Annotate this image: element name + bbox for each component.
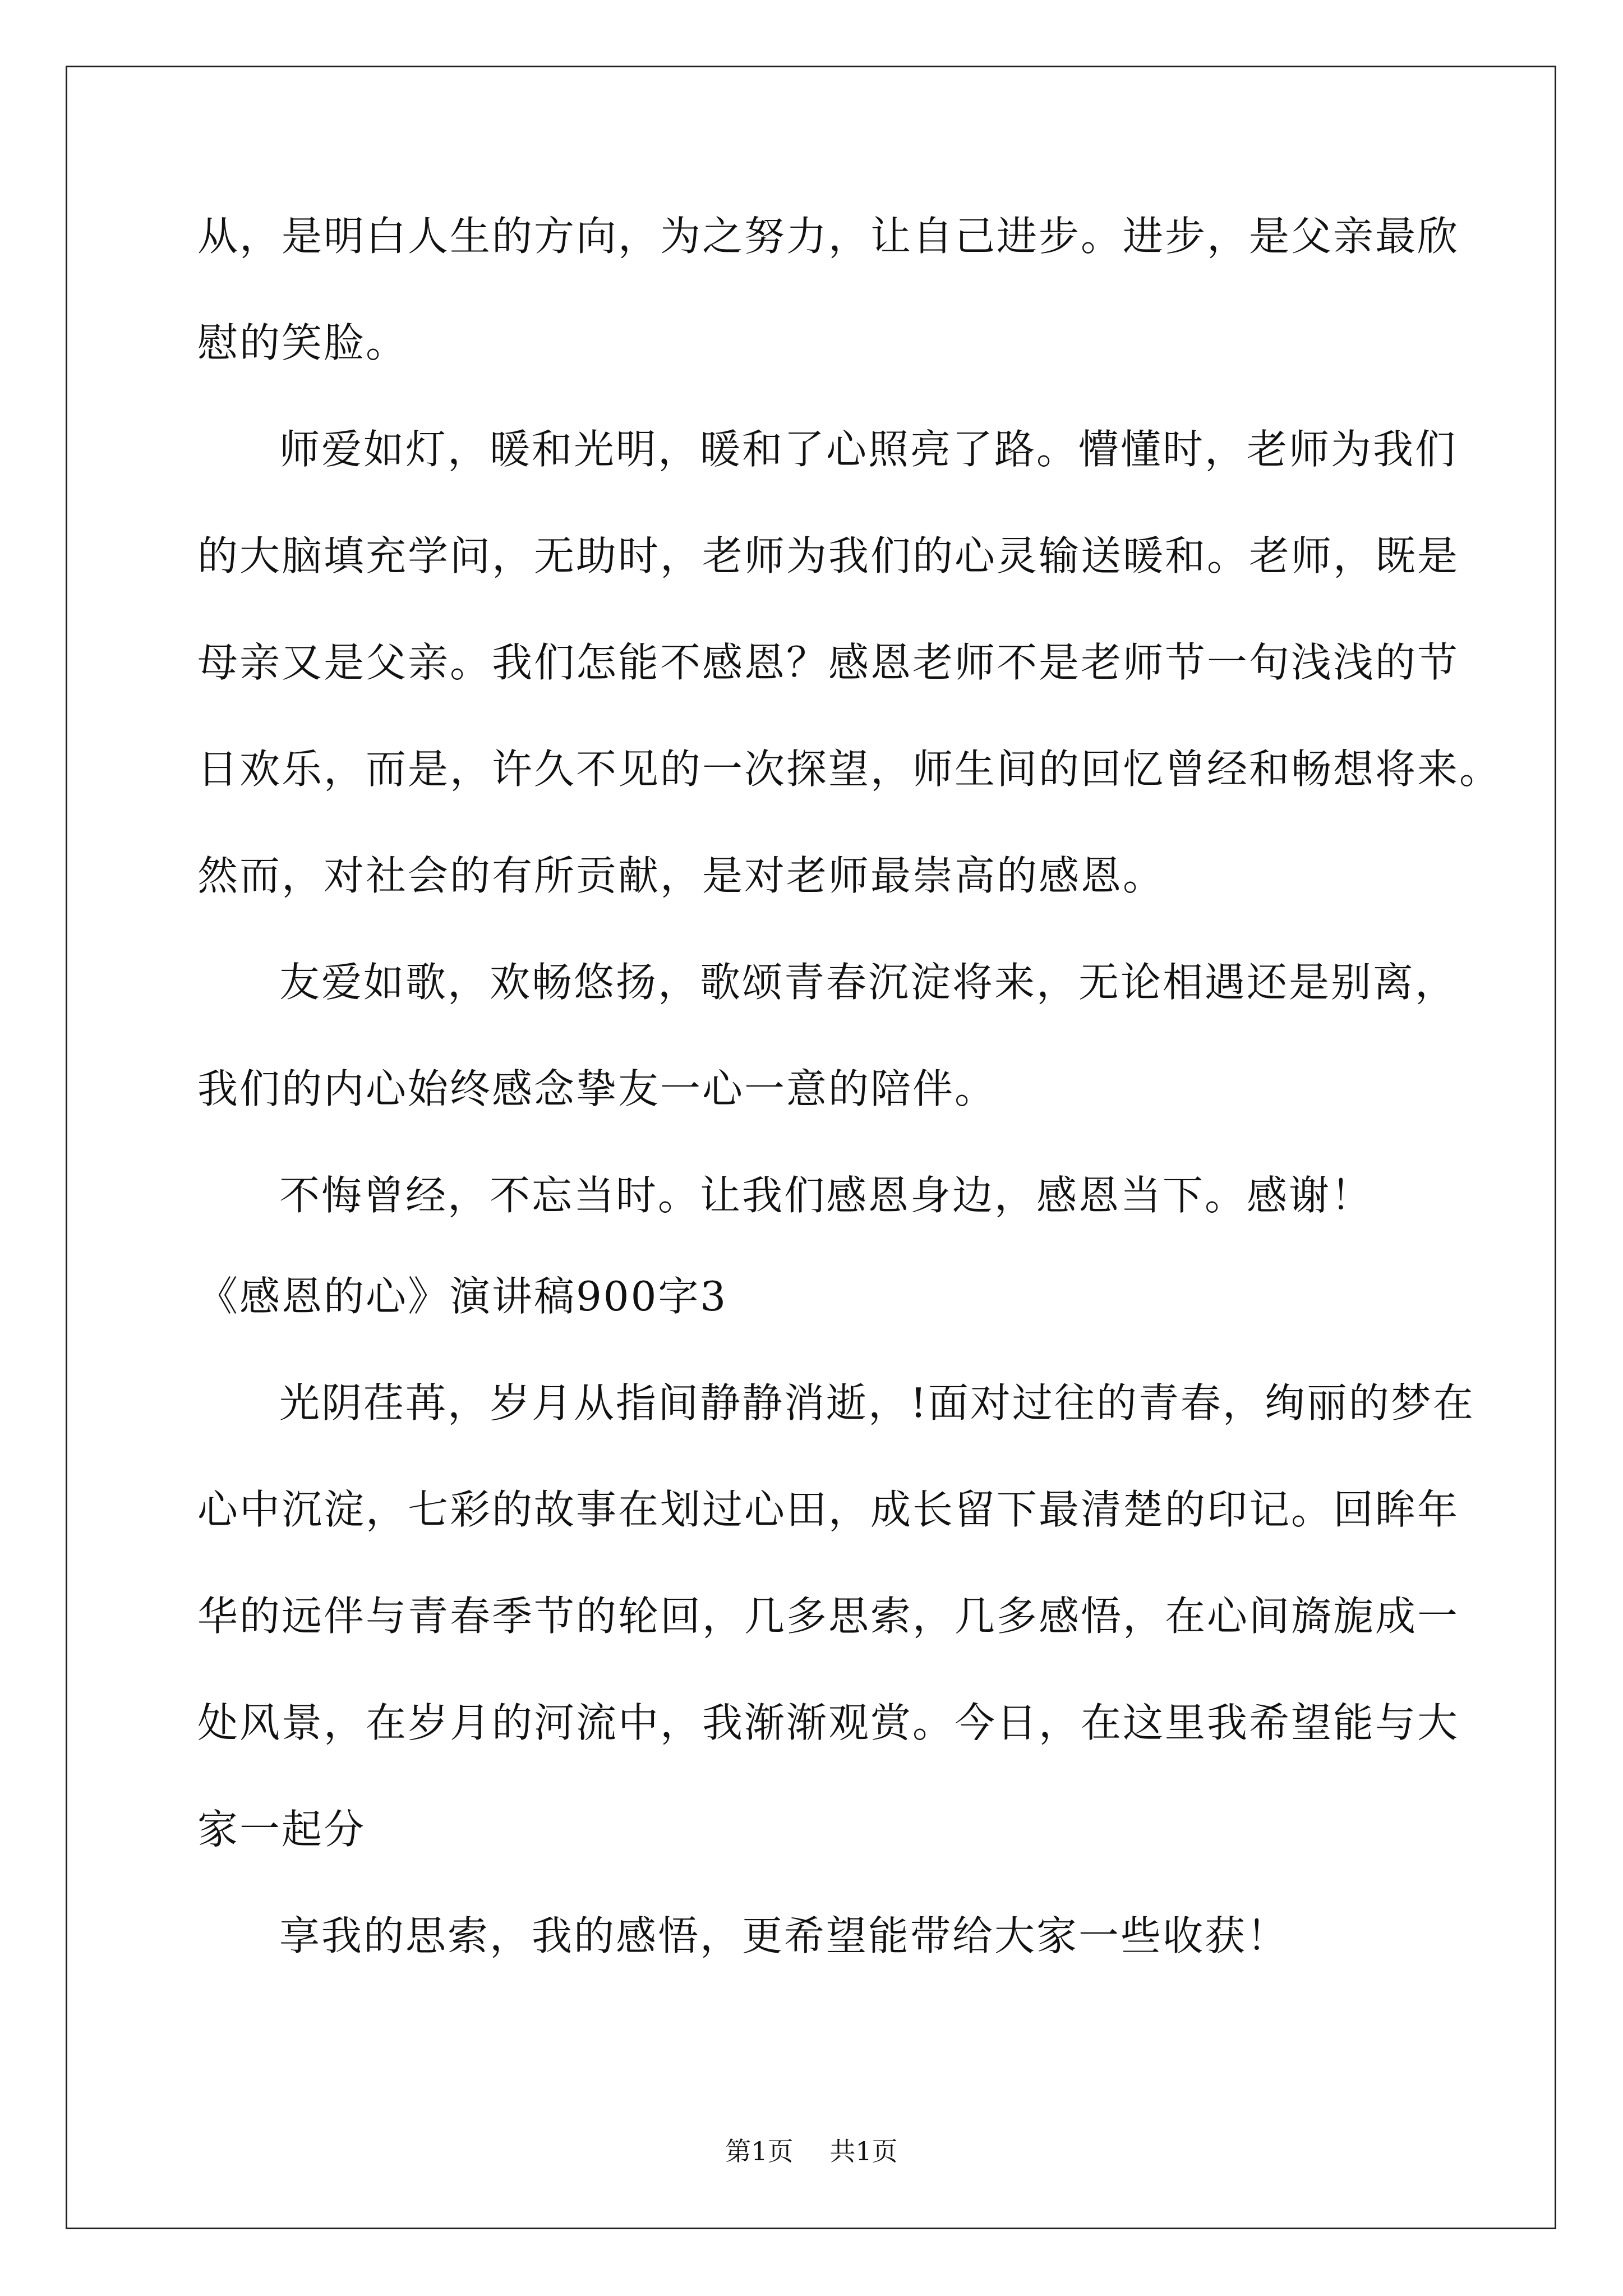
page-number: 第1页 [725,2136,794,2166]
text-line: 我们的内心始终感念挚友一心一意的陪伴。 [197,1065,997,1112]
text-line: 师爱如灯，暖和光明，暖和了心照亮了路。懵懂时，老师为我们 [279,426,1458,473]
text-line: 的大脑填充学问，无助时，老师为我们的心灵输送暖和。老师，既是 [197,532,1460,579]
text-line: 从，是明白人生的方向，为之努力，让自己进步。进步，是父亲最欣 [197,213,1460,260]
text-line: 家一起分 [197,1806,366,1853]
page-total: 共1页 [829,2136,898,2166]
text-line: 心中沉淀，七彩的故事在划过心田，成长留下最清楚的印记。回眸年 [197,1486,1460,1533]
section-heading: 《感恩的心》演讲稿900字3 [197,1273,728,1320]
text-line: 光阴荏苒，岁月从指间静静消逝，!面对过往的青春，绚丽的梦在 [279,1379,1475,1427]
text-line: 然而，对社会的有所贡献，是对老师最崇高的感恩。 [197,852,1165,899]
text-line: 处风景，在岁月的河流中，我渐渐观赏。今日，在这里我希望能与大 [197,1699,1460,1746]
text-line: 享我的思索，我的感悟，更希望能带给大家一些收获！ [279,1912,1289,1959]
text-line: 华的远伴与青春季节的轮回，几多思索，几多感悟，在心间旖旎成一 [197,1593,1460,1640]
page-footer [0,2134,1623,2168]
text-line: 不悔曾经，不忘当时。让我们感恩身边，感恩当下。感谢！ [279,1172,1373,1219]
text-line: 友爱如歌，欢畅悠扬，歌颂青春沉淀将来，无论相遇还是别离， [279,959,1458,1006]
text-line: 慰的笑脸。 [197,319,408,366]
text-line: 母亲又是父亲。我们怎能不感恩？感恩老师不是老师节一句浅浅的节 [197,639,1460,686]
text-line: 日欢乐，而是，许久不见的一次探望，师生间的回忆曾经和畅想将来。 [197,746,1502,793]
page-border [66,66,1556,2229]
